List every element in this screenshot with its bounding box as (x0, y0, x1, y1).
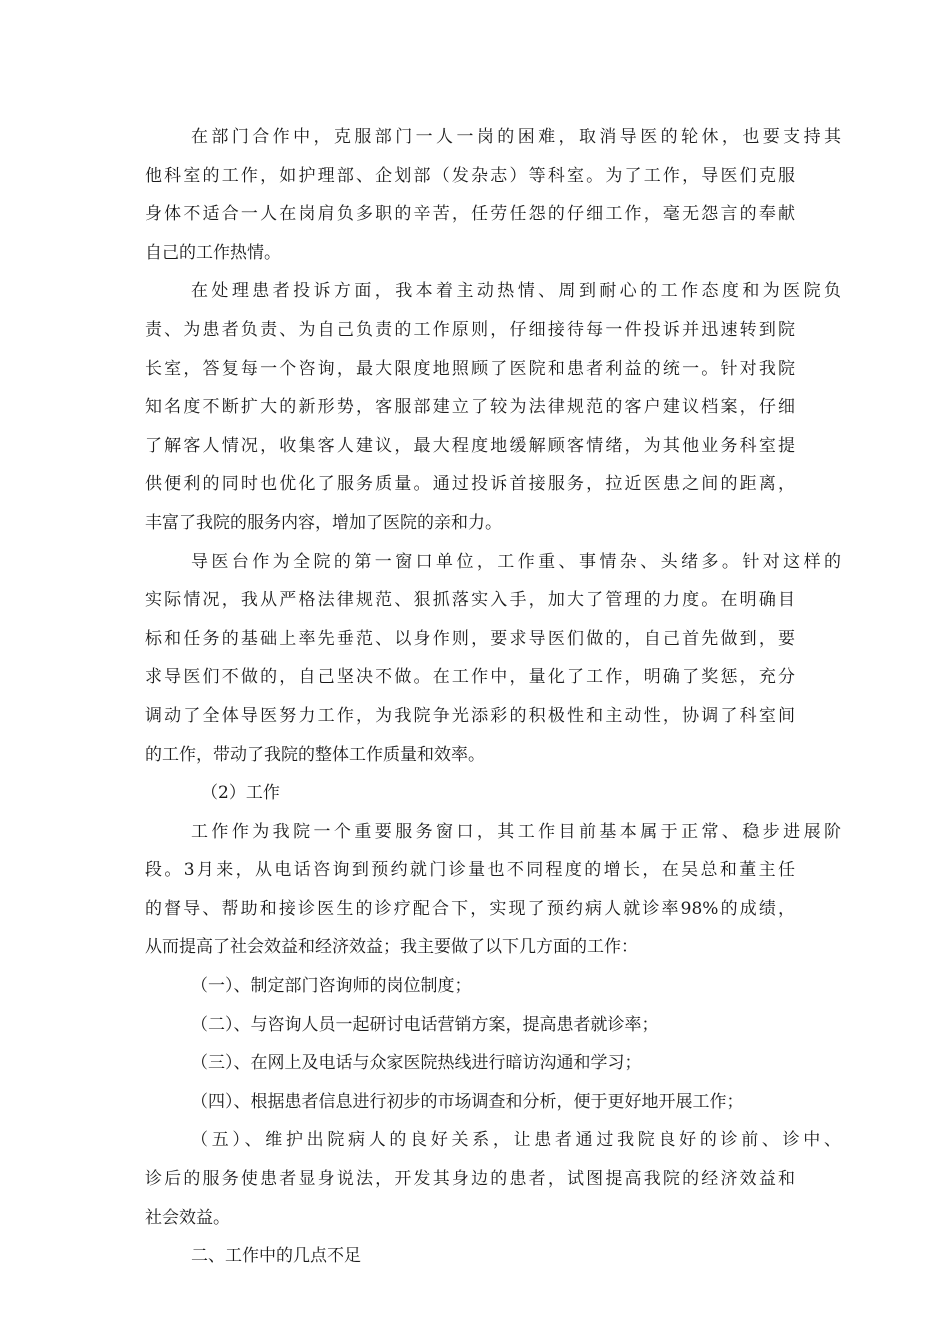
paragraph-line: 他科室的工作，如护理部、企划部（发杂志）等科室。为了工作，导医们克服 (145, 165, 795, 186)
paragraph-line: 调动了全体导医努力工作，为我院争光添彩的积极性和主动性，协调了科室间 (145, 705, 795, 726)
section-heading: 二、工作中的几点不足 (191, 1246, 361, 1267)
paragraph-line: 从而提高了社会效益和经济效益；我主要做了以下几方面的工作： (145, 937, 638, 958)
paragraph-line: 求导医们不做的，自己坚决不做。在工作中，量化了工作，明确了奖惩，充分 (145, 667, 795, 688)
list-item: （二）、与咨询人员一起研讨电话营销方案，提高患者就诊率； (191, 1014, 659, 1035)
list-item: （四）、根据患者信息进行初步的市场调查和分析，便于更好地开展工作； (191, 1091, 744, 1112)
paragraph-line: 的督导、帮助和接诊医生的诊疗配合下，实现了预约病人就诊率98%的成绩， (145, 898, 795, 919)
paragraph-line: 责、为患者负责、为自己负责的工作原则，仔细接待每一件投诉并迅速转到院 (145, 319, 795, 340)
paragraph-line: 身体不适合一人在岗肩负多职的辛苦，任劳任怨的仔细工作，毫无怨言的奉献 (145, 204, 795, 225)
document-body (145, 118, 841, 1276)
paragraph-line: 在部门合作中，克服部门一人一岗的困难，取消导医的轮休，也要支持其 (191, 127, 841, 147)
paragraph-line: 社会效益。 (145, 1207, 230, 1228)
list-item: （五）、维护出院病人的良好关系，让患者通过我院良好的诊前、诊中、 (191, 1130, 841, 1151)
paragraph-line: 丰富了我院的服务内容，增加了医院的亲和力。 (145, 512, 502, 533)
paragraph-line: 段。3月来，从电话咨询到预约就门诊量也不同程度的增长，在吴总和董主任 (145, 860, 795, 881)
paragraph-line: 诊后的服务使患者显身说法，开发其身边的患者，试图提高我院的经济效益和 (145, 1169, 795, 1190)
paragraph-line: 知名度不断扩大的新形势，客服部建立了较为法律规范的客户建议档案，仔细 (145, 397, 795, 418)
list-item: （一）、制定部门咨询师的岗位制度； (191, 976, 472, 997)
paragraph-line: 在处理患者投诉方面，我本着主动热情、周到耐心的工作态度和为医院负 (191, 281, 841, 302)
paragraph-line: 长室，答复每一个咨询，最大限度地照顾了医院和患者利益的统一。针对我院 (145, 358, 795, 379)
paragraph-line: 的工作，带动了我院的整体工作质量和效率。 (145, 744, 485, 765)
list-item: （三）、在网上及电话与众家医院热线进行暗访沟通和学习； (191, 1053, 642, 1074)
paragraph-line: 工作作为我院一个重要服务窗口，其工作目前基本属于正常、稳步进展阶 (191, 821, 841, 842)
paragraph-line: 供便利的同时也优化了服务质量。通过投诉首接服务，拉近医患之间的距离， (145, 474, 795, 495)
paragraph-line: 标和任务的基础上率先垂范、以身作则，要求导医们做的，自己首先做到，要 (145, 628, 795, 649)
section-heading: （2）工作 (201, 783, 280, 804)
paragraph-line: 导医台作为全院的第一窗口单位，工作重、事情杂、头绪多。针对这样的 (191, 551, 841, 572)
paragraph-line: 自己的工作热情。 (145, 242, 281, 263)
paragraph-line: 了解客人情况，收集客人建议，最大程度地缓解顾客情绪，为其他业务科室提 (145, 435, 795, 456)
paragraph-line: 实际情况，我从严格法律规范、狠抓落实入手，加大了管理的力度。在明确目 (145, 590, 795, 611)
